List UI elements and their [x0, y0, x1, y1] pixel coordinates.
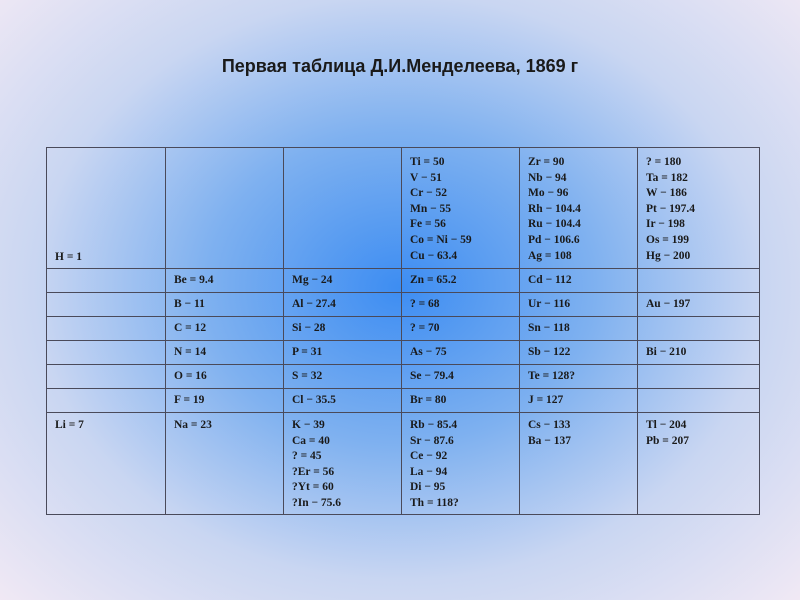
table-cell: B − 11: [166, 293, 284, 317]
table-row: [47, 365, 760, 389]
table-cell: Mg − 24: [284, 269, 402, 293]
table-cell: O = 16: [166, 365, 284, 389]
table-cell: Zr = 90 Nb − 94 Mo − 96 Rh − 104.4 Ru − 104.4 Pd − 106.6 Ag = 108: [520, 148, 638, 269]
table-cell: Cs − 133 Ba − 137: [520, 413, 638, 515]
table-row: [47, 293, 760, 317]
table-cell: Li = 7: [47, 413, 166, 515]
table-cell: S = 32: [284, 365, 402, 389]
table-cell: Tl − 204 Pb = 207: [638, 413, 760, 515]
table-cell: C = 12: [166, 317, 284, 341]
table-cell: Zn = 65.2: [402, 269, 520, 293]
table-row: [47, 148, 760, 269]
table-row: [47, 341, 760, 365]
table-row: [47, 413, 760, 515]
table-cell: [638, 317, 760, 341]
table-row: [47, 269, 760, 293]
table-cell: [638, 269, 760, 293]
table-cell: Br = 80: [402, 389, 520, 413]
table-cell: Be = 9.4: [166, 269, 284, 293]
table-cell: Si − 28: [284, 317, 402, 341]
table-cell: ? = 70: [402, 317, 520, 341]
table-cell: Cl − 35.5: [284, 389, 402, 413]
table-cell: J = 127: [520, 389, 638, 413]
table-cell: [166, 148, 284, 269]
table-cell: H = 1: [47, 148, 166, 269]
table-cell: [638, 389, 760, 413]
table-cell: [47, 317, 166, 341]
table-cell: F = 19: [166, 389, 284, 413]
table-cell: Se − 79.4: [402, 365, 520, 389]
table-cell: Al − 27.4: [284, 293, 402, 317]
table-cell: [638, 365, 760, 389]
table-cell: ? = 68: [402, 293, 520, 317]
table-row: [47, 317, 760, 341]
table-cell: Bi − 210: [638, 341, 760, 365]
table-cell: P = 31: [284, 341, 402, 365]
table-cell: ? = 180 Ta = 182 W − 186 Pt − 197.4 Ir − 198 Os = 199 Hg − 200: [638, 148, 760, 269]
table-cell: Rb − 85.4 Sr − 87.6 Ce − 92 La − 94 Di − 95 Th = 118?: [402, 413, 520, 515]
table-cell: [47, 365, 166, 389]
table-cell: [284, 148, 402, 269]
slide-title: Первая таблица Д.И.Менделеева, 1869 г: [221, 56, 579, 76]
mendeleev-table: [46, 147, 760, 515]
table-cell: [47, 389, 166, 413]
table-row: [47, 389, 760, 413]
table-cell: Sn − 118: [520, 317, 638, 341]
table-cell: K − 39 Ca = 40 ? = 45 ?Er = 56 ?Yt = 60 ?In − 75.6: [284, 413, 402, 515]
table-cell: Cd − 112: [520, 269, 638, 293]
table-cell: N = 14: [166, 341, 284, 365]
table-cell: Te = 128?: [520, 365, 638, 389]
table-cell: Na = 23: [166, 413, 284, 515]
table-cell: Sb − 122: [520, 341, 638, 365]
table-cell: Ti = 50 V − 51 Cr − 52 Mn − 55 Fe = 56 Co = Ni − 59 Cu − 63.4: [402, 148, 520, 269]
table-cell: [47, 269, 166, 293]
table-cell: Au − 197: [638, 293, 760, 317]
table-cell: As − 75: [402, 341, 520, 365]
table-cell: [47, 293, 166, 317]
table-cell: [47, 341, 166, 365]
table-cell: Ur − 116: [520, 293, 638, 317]
